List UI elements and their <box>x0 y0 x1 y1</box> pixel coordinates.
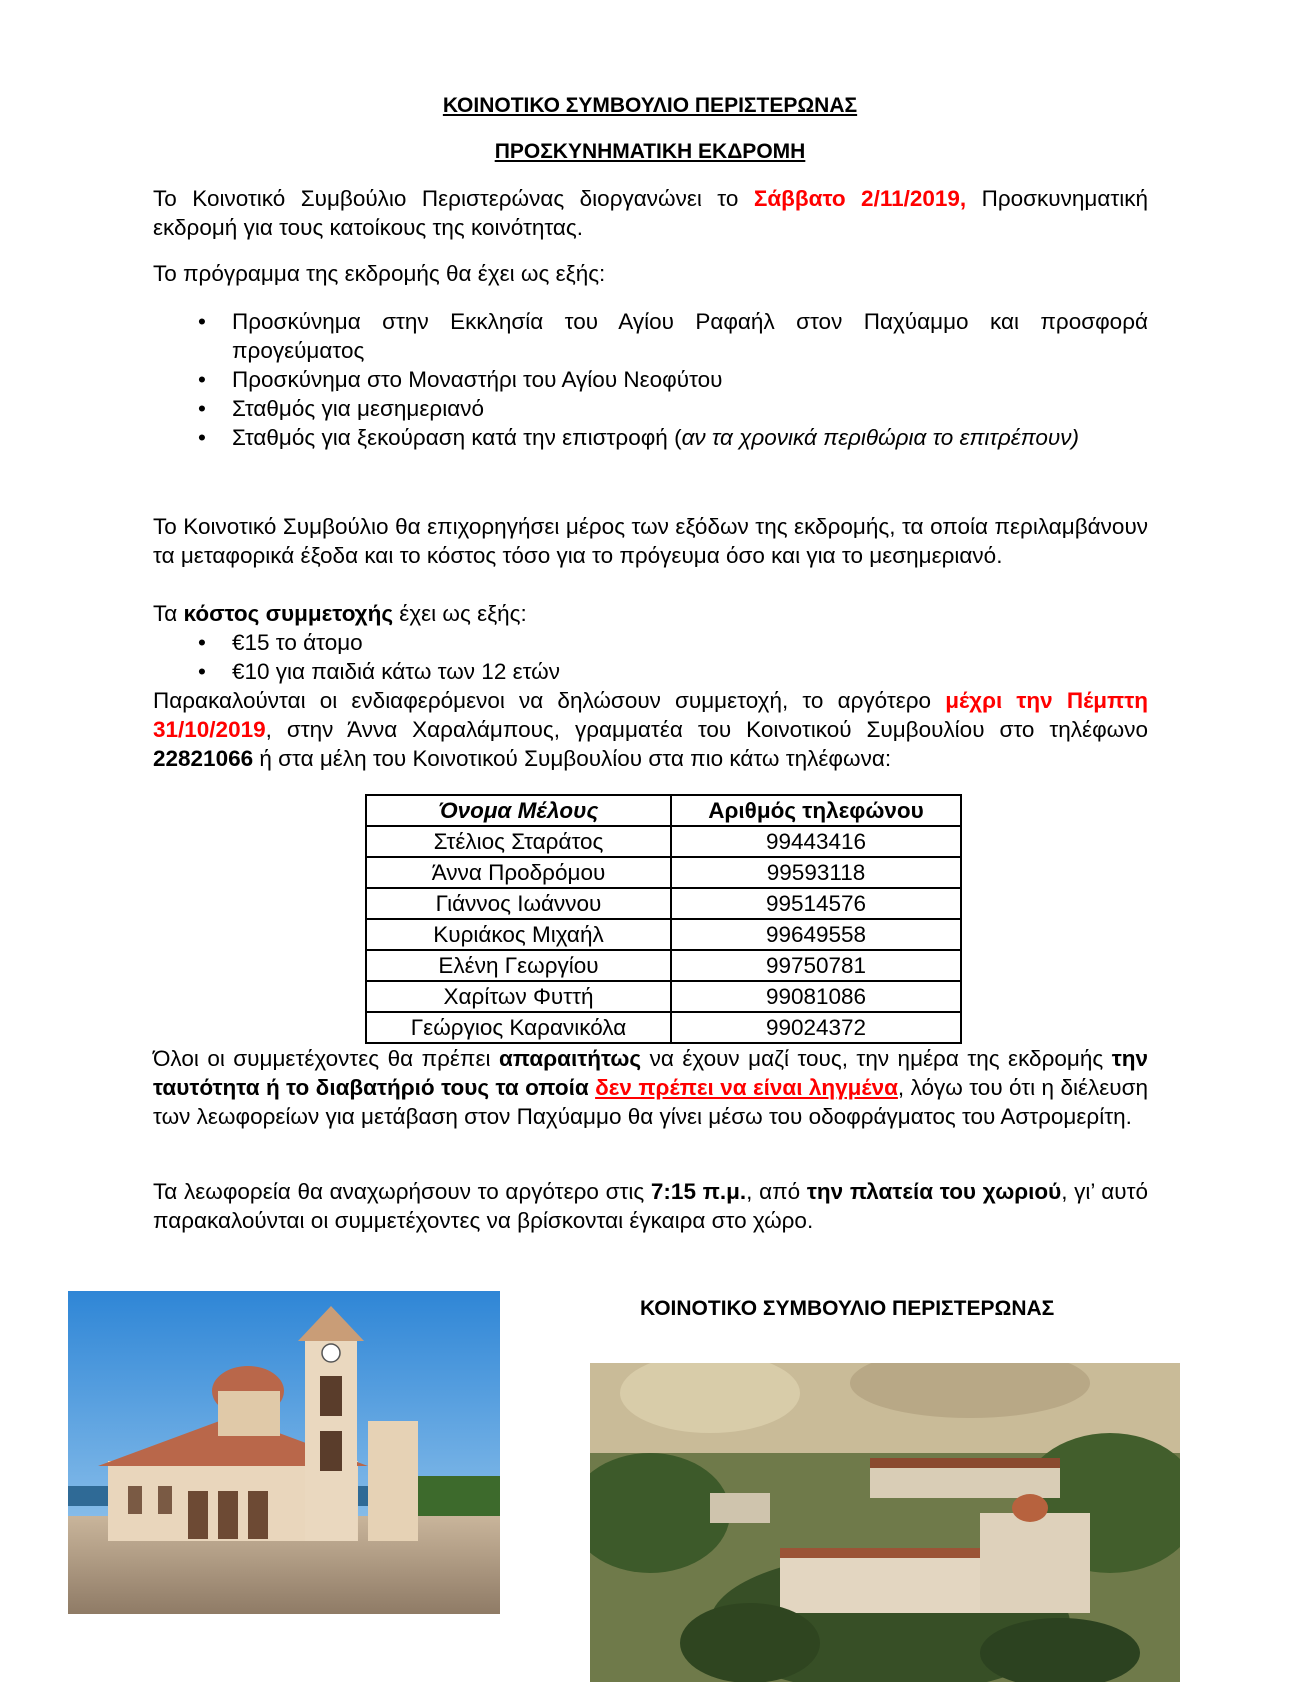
list-item: • €10 για παιδιά κάτω των 12 ετών <box>198 659 560 684</box>
cost-list <box>198 628 1148 686</box>
funding-paragraph: Το Κοινοτικό Συμβούλιο θα επιχορηγήσει μέρος των εξόδων της εκδρομής, τα οποία περιλαμβάνουν τα μεταφορικά έξοδα και το κόστος τόσο για το πρόγευμα όσο και για το μεσημεριανό. <box>153 514 1148 568</box>
optional-note: αν τα χρονικά περιθώρια το επιτρέπουν) <box>681 425 1080 450</box>
member-phone: 99081086 <box>671 981 961 1012</box>
trip-date: Σάββατο 2/11/2019, <box>753 186 967 211</box>
member-name: Χαρίτων Φυττή <box>366 981 671 1012</box>
bullet-icon: • <box>198 630 206 655</box>
cost-heading: Τα κόστος συμμετοχής έχει ως εξής: <box>153 601 527 626</box>
bullet-icon: • <box>198 367 206 392</box>
table-row <box>366 919 961 950</box>
member-name: Γεώργιος Καρανικόλα <box>366 1012 671 1043</box>
table-row <box>366 1012 961 1043</box>
excursion-title: ΠΡΟΣΚΥΝΗΜΑΤΙΚΗ ΕΚΔΡΟΜΗ <box>494 140 806 163</box>
church-photo <box>68 1291 500 1614</box>
member-phone: 99593118 <box>671 857 961 888</box>
program-list <box>198 307 1148 452</box>
member-phone: 99443416 <box>671 826 961 857</box>
list-item: • Προσκύνημα στο Μοναστήρι του Αγίου Νεοφύτου <box>198 367 723 392</box>
list-item: • Σταθμός για μεσημεριανό <box>198 396 484 421</box>
member-phone: 99649558 <box>671 919 961 950</box>
footer-council-title: ΚΟΙΝΟΤΙΚΟ ΣΥΜΒΟΥΛΙΟ ΠΕΡΙΣΤΕΡΩΝΑΣ <box>640 1297 1055 1320</box>
list-item: • €15 το άτομο <box>198 630 363 655</box>
deadline: μέχρι την Πέμπτη 31/10/2019 <box>153 688 1148 742</box>
secretary-phone: 22821066 <box>153 746 254 771</box>
intro-paragraph <box>153 184 1148 242</box>
departure-time: 7:15 π.μ. <box>650 1179 747 1204</box>
member-name: Στέλιος Σταράτος <box>366 826 671 857</box>
bullet-icon: • <box>198 659 206 684</box>
member-name: Γιάννος Ιωάννου <box>366 888 671 919</box>
bullet-icon: • <box>198 396 206 421</box>
registration-paragraph: Παρακαλούνται οι ενδιαφερόμενοι να δηλώσουν συμμετοχή, το αργότερο μέχρι την Πέμπτη 31/10/2019, στην Άννα Χαραλάμπους, γραμματέα του Κοινοτικού Συμβουλίου στο τηλέφωνο 22821066 ή στα μέλη του Κοινοτικού Συμβουλίου στα πιο κάτω τηλέφωνα: <box>153 688 1148 771</box>
table-row <box>366 888 961 919</box>
council-title: ΚΟΙΝΟΤΙΚΟ ΣΥΜΒΟΥΛΙΟ ΠΕΡΙΣΤΕΡΩΝΑΣ <box>442 94 858 117</box>
table-row <box>366 857 961 888</box>
members-table <box>365 794 962 1044</box>
monastery-photo <box>590 1363 1180 1682</box>
member-name: Άννα Προδρόμου <box>366 857 671 888</box>
intro-text: Το Κοινοτικό Συμβούλιο Περιστερώνας διοργανώνει το <box>153 186 754 211</box>
not-expired-warning: δεν πρέπει να είναι ληγμένα <box>595 1075 898 1100</box>
departure-place: την πλατεία του χωριού <box>806 1179 1062 1204</box>
intro-text-after: Προσκυνηματική εκδρομή για τους κατοίκους της κοινότητας. <box>153 186 1149 240</box>
id-notice-paragraph: Όλοι οι συμμετέχοντες θα πρέπει απαραιτήτως να έχουν μαζί τους, την ημέρα της εκδρομής την ταυτότητα ή το διαβατήριό τους τα οποία δεν πρέπει να είναι ληγμένα, λόγω του ότι η διέλευση των λεωφορείων για μετάβαση στον Παχύαμμο θα γίνει μέσω του οδοφράγματος του Αστρομερίτη. <box>153 1046 1149 1129</box>
member-name: Κυριάκος Μιχαήλ <box>366 919 671 950</box>
departure-paragraph: Τα λεωφορεία θα αναχωρήσουν το αργότερο στις 7:15 π.μ., από την πλατεία του χωριού, γι’ αυτό παρακαλούνται οι συμμετέχοντες να βρίσκονται έγκαιρα στο χώρο. <box>153 1179 1148 1233</box>
table-row <box>366 826 961 857</box>
cost-bold: κόστος συμμετοχής <box>183 601 394 626</box>
table-row <box>366 981 961 1012</box>
member-phone: 99750781 <box>671 950 961 981</box>
program-heading: Το πρόγραμμα της εκδρομής θα έχει ως εξής: <box>153 261 606 286</box>
list-item: • Προσκύνημα στην Εκκλησία του Αγίου Ραφαήλ στον Παχύαμμο και προσφορά προγεύματος <box>198 309 1148 363</box>
member-name: Ελένη Γεωργίου <box>366 950 671 981</box>
member-phone: 99024372 <box>671 1012 961 1043</box>
table-row <box>366 950 961 981</box>
member-phone: 99514576 <box>671 888 961 919</box>
column-header-name: Όνομα Μέλους <box>366 795 671 826</box>
bullet-icon: • <box>198 425 206 450</box>
list-item: • Σταθμός για ξεκούραση κατά την επιστροφή (αν τα χρονικά περιθώρια το επιτρέπουν) <box>198 425 1080 450</box>
bullet-icon: • <box>198 309 206 334</box>
table-header-row <box>366 795 961 826</box>
id-document: την ταυτότητα ή το διαβατήριό τους τα οποία <box>153 1046 1149 1100</box>
column-header-phone: Αριθμός τηλεφώνου <box>671 795 961 826</box>
mandatory-word: απαραιτήτως <box>498 1046 642 1071</box>
